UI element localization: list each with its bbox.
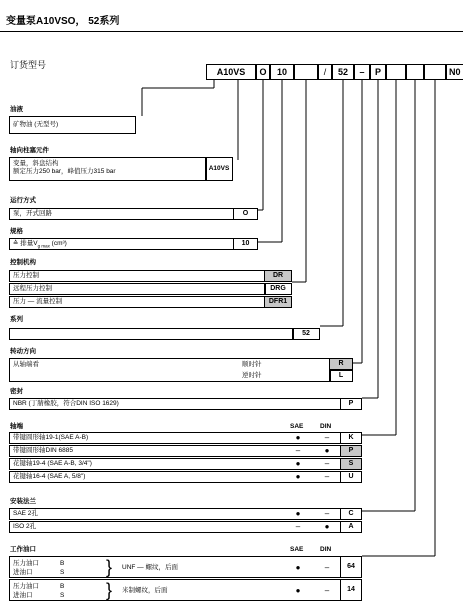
section-title-series: 系列 <box>10 316 23 323</box>
flange-din-value: ● <box>324 522 330 531</box>
rotation-view-label: 从轴端看 <box>13 361 39 368</box>
code-cell-p: P <box>370 64 386 80</box>
rotation-code-r: R <box>329 358 353 370</box>
port-inlet-label: 进油口 <box>13 592 33 599</box>
shaft-sae-value: – <box>295 446 301 455</box>
size-unit: (cm³) <box>51 240 67 247</box>
order-label: 订货型号 <box>10 60 47 70</box>
axial-line-1: 变量，斜盘结构 <box>13 160 59 167</box>
port-pressure-label: 压力油口 <box>13 560 39 567</box>
operation-code: O <box>233 208 258 220</box>
port-inlet-label: 进油口 <box>13 569 33 576</box>
port-code-64: 64 <box>340 556 362 578</box>
code-cell-dash: – <box>354 64 370 80</box>
port-pressure-label: 压力油口 <box>13 583 39 590</box>
control-row: 压力控制 <box>9 270 266 282</box>
port-thread-desc: 米制螺纹，后面 <box>122 587 168 594</box>
section-title-seal: 密封 <box>10 388 23 395</box>
rotation-ccw-label: 逆时针 <box>242 372 262 379</box>
code-cell-10: 10 <box>270 64 294 80</box>
control-code-dfr1: DFR1 <box>264 296 292 308</box>
control-code-dr: DR <box>264 270 292 282</box>
series-code: 52 <box>292 328 320 340</box>
shaft-din-value: – <box>324 433 330 442</box>
shaft-row: 带键圆形轴DIN 6885 <box>9 445 341 457</box>
section-title-flange: 安装法兰 <box>10 498 36 505</box>
control-row: 远程压力控制 <box>9 283 266 295</box>
port-din-header: DIN <box>320 546 332 553</box>
shaft-row: 花键轴19-4 (SAE A-B, 3/4") <box>9 458 341 470</box>
control-code-drg: DRG <box>264 283 292 295</box>
seal-box: NBR (丁腈橡胶，符合DIN ISO 1629) <box>9 398 341 410</box>
port-din-value: – <box>324 586 330 595</box>
flange-sae-value: – <box>295 522 301 531</box>
medium-box: 矿物油 (无型号) <box>9 116 136 134</box>
shaft-din-header: DIN <box>320 423 332 430</box>
series-box <box>9 328 294 340</box>
section-title-shaft: 轴端 <box>10 423 23 430</box>
port-pressure-letter: B <box>60 583 65 590</box>
section-title-size: 规格 <box>10 228 23 235</box>
flange-din-value: – <box>324 509 330 518</box>
rotation-code-l: L <box>329 370 353 382</box>
port-pressure-letter: B <box>60 560 65 567</box>
section-title-operation: 运行方式 <box>10 197 36 204</box>
section-title-medium: 油液 <box>10 106 23 113</box>
code-cell-a10vs: A10VS <box>206 64 256 80</box>
axial-line-2: 额定压力250 bar，峰值压力315 bar <box>13 168 116 175</box>
shaft-sae-value: ● <box>295 459 301 468</box>
flange-code-a: A <box>340 521 362 533</box>
flange-sae-value: ● <box>295 509 301 518</box>
control-row: 压力 — 流量控制 <box>9 296 266 308</box>
port-brace: } <box>106 580 113 600</box>
shaft-sae-header: SAE <box>290 423 304 430</box>
flange-row: ISO 2孔 <box>9 521 341 533</box>
shaft-din-value: ● <box>324 446 330 455</box>
page-title: 变量泵A10VSO， 52系列 <box>6 16 120 27</box>
shaft-row: 花键轴16-4 (SAE A, 5/8") <box>9 471 341 483</box>
axial-code: A10VS <box>205 157 233 181</box>
shaft-din-value: – <box>324 459 330 468</box>
port-inlet-letter: S <box>60 592 65 599</box>
code-cell-slash: / <box>318 64 332 80</box>
shaft-code-k: K <box>340 432 362 444</box>
port-inlet-letter: S <box>60 569 65 576</box>
size-box <box>9 238 234 250</box>
shaft-din-value: – <box>324 472 330 481</box>
shaft-code-p: P <box>340 445 362 457</box>
flange-code-c: C <box>340 508 362 520</box>
shaft-code-u: U <box>340 471 362 483</box>
port-sae-value: ● <box>295 586 301 595</box>
seal-code: P <box>340 398 362 410</box>
port-sae-value: ● <box>295 563 301 572</box>
port-din-value: – <box>324 563 330 572</box>
port-brace: } <box>106 557 113 577</box>
port-sae-header: SAE <box>290 546 304 553</box>
rotation-cw-label: 顺时针 <box>242 361 262 368</box>
code-cell-o: O <box>256 64 270 80</box>
operation-box: 泵，开式回路 <box>9 208 234 220</box>
section-title-port: 工作油口 <box>10 546 36 553</box>
section-title-axial: 轴向柱塞元件 <box>10 147 49 154</box>
shaft-row: 带键圆形轴19-1(SAE A-B) <box>9 432 341 444</box>
axial-box <box>9 157 207 181</box>
shaft-sae-value: ● <box>295 433 301 442</box>
size-text: ≙ 排量V <box>13 240 38 247</box>
code-cell-n0: N0 <box>446 64 463 80</box>
section-title-rotation: 转动方向 <box>10 348 36 355</box>
flange-row: SAE 2孔 <box>9 508 341 520</box>
size-sub: g max <box>37 243 50 249</box>
shaft-code-s: S <box>340 458 362 470</box>
rotation-box <box>9 358 331 382</box>
size-code: 10 <box>233 238 258 250</box>
port-code-14: 14 <box>340 579 362 601</box>
shaft-sae-value: ● <box>295 472 301 481</box>
code-cell-52: 52 <box>332 64 354 80</box>
port-thread-desc: UNF — 螺纹，后面 <box>122 564 178 571</box>
section-title-control: 控制机构 <box>10 259 36 266</box>
